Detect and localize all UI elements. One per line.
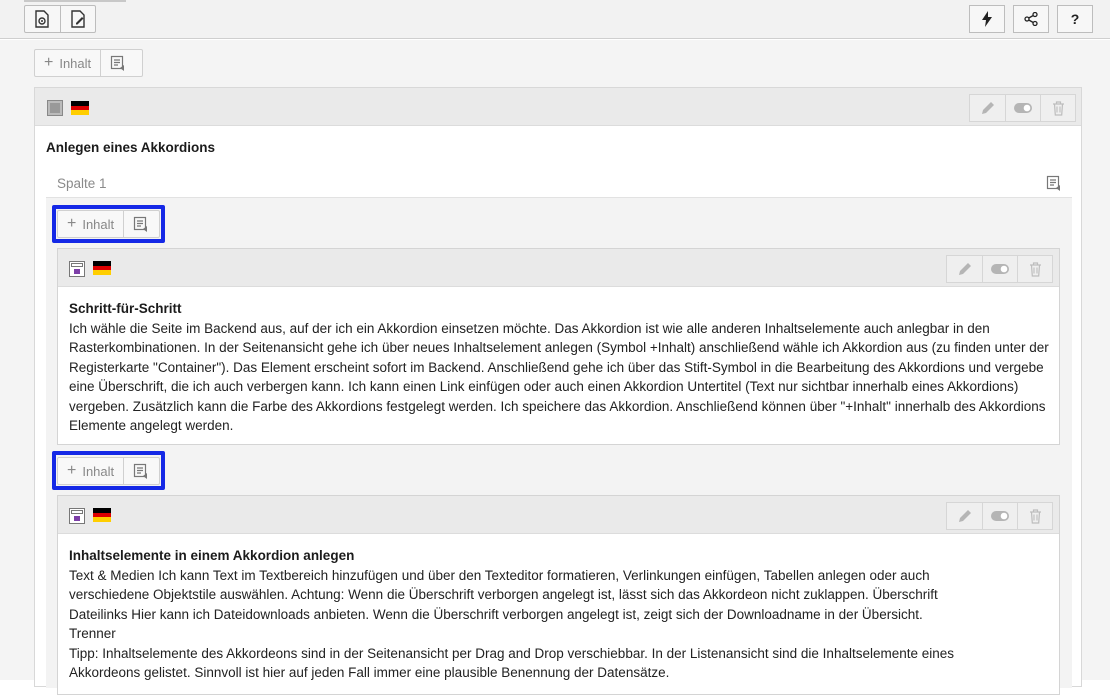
pencil-icon	[980, 101, 995, 116]
element-actions	[946, 255, 1053, 283]
toggle-icon	[1014, 103, 1032, 113]
body-line: Tipp: Inhaltselemente des Akkordeons sind in der Seitenansicht per Drag and Drop verschiebbar. In der Listenansicht sind die Inhaltselemente eines	[69, 645, 955, 661]
toggle-visibility-button[interactable]	[982, 256, 1017, 282]
trash-icon	[1029, 509, 1042, 524]
lightning-icon	[981, 11, 993, 27]
delete-button[interactable]	[1040, 95, 1075, 121]
share-button[interactable]	[1013, 5, 1049, 33]
element-actions	[946, 502, 1053, 530]
content-element-header	[58, 249, 1059, 287]
plus-icon: +	[67, 462, 77, 479]
element-title: Schritt-für-Schritt	[69, 301, 182, 316]
highlight-box	[52, 205, 165, 243]
pencil-icon	[957, 262, 972, 277]
view-edit-button-group	[24, 5, 96, 33]
add-content-button[interactable]	[35, 50, 100, 76]
plus-icon: +	[67, 215, 77, 232]
delete-button[interactable]	[1017, 503, 1052, 529]
accordion-type-icon	[69, 261, 85, 277]
column-label: Spalte 1	[57, 176, 107, 191]
german-flag-icon	[93, 508, 111, 522]
add-content-label: Inhalt	[82, 463, 115, 479]
container-header	[35, 88, 1081, 126]
element-body-text: Ich wähle die Seite im Backend aus, auf der ich ein Akkordion einsetzen möchte. Das Akkordion ist wie alle anderen Inhaltselemente auch anlegbar in den Rasterkombinationen. In der Seitenansicht gehe ich über neues Inhaltselement anlegen (Symbol +Inhalt) anschließend wähle ich Akkordion aus (zu finden unter der Registerkarte "Container"). Das Element erscheint sofort im Backend. Anschließend gehe ich über das Stift-Symbol in die Bearbeitung des Akkordions und vergebe eine Überschrift, die ich auch verbergen kann. Ich kann einen Link einfügen oder auch einen Akkordion Untertitel (Text nur sichtbar innerhalb eines Akkordions) vergeben. Zusätzlich kann die Farbe des Akkordions festgelegt werden. Ich speichere das Akkordion. Anschließend können über "+Inhalt" innerhalb des Akkordions Elemente angelegt werden.	[69, 321, 1049, 434]
share-icon	[1024, 12, 1038, 26]
element-body-text	[69, 566, 1054, 682]
body-line: Text & Medien Ich kann Text im Textbereich hinzufügen und über den Texteditor formatieren, Verlinkungen einfügen, Tabellen anlegen oder auch	[69, 568, 930, 583]
help-button[interactable]: ?	[1057, 5, 1093, 33]
toggle-icon	[991, 264, 1009, 274]
flash-button[interactable]	[969, 5, 1005, 33]
element-title: Inhaltselemente in einem Akkordion anlegen	[69, 548, 355, 563]
container-title: Anlegen eines Akkordions	[46, 140, 216, 155]
paste-button[interactable]	[100, 50, 134, 76]
pencil-icon	[957, 509, 972, 524]
container-actions	[969, 94, 1076, 122]
toggle-icon	[991, 511, 1009, 521]
trash-icon	[1052, 101, 1065, 116]
edit-button[interactable]	[970, 95, 1005, 121]
page-view-icon	[34, 10, 50, 28]
add-content-label: Inhalt	[59, 55, 92, 71]
column-header	[46, 168, 1072, 198]
body-line: verschiedene Objektstile auswählen. Achtung: Wenn die Überschrift verborgen angelegt ist, lässt sich das Akkordeon nicht zuklappen. Überschrift	[69, 587, 938, 603]
highlight-box	[52, 451, 165, 490]
content-element	[57, 495, 1060, 695]
body-line: Trenner	[69, 626, 116, 642]
plus-icon: +	[44, 54, 54, 71]
trash-icon	[1029, 262, 1042, 277]
add-content-label: Inhalt	[82, 216, 115, 232]
toggle-visibility-button[interactable]	[1005, 95, 1040, 121]
edit-button[interactable]	[947, 256, 982, 282]
body-line: Dateilinks Hier kann ich Dateidownloads anbieten. Wenn die Überschrift verborgen angelegt ist, zeigt sich der Downloadname in der Übersicht.	[69, 606, 923, 622]
container-type-icon	[47, 100, 63, 116]
edit-button[interactable]	[947, 503, 982, 529]
column-paste-icon[interactable]	[1046, 175, 1062, 191]
add-content-group-top	[34, 49, 143, 77]
paste-icon	[110, 55, 126, 71]
content-element	[57, 248, 1060, 445]
german-flag-icon	[71, 101, 89, 115]
german-flag-icon	[93, 261, 111, 275]
page-edit-icon	[70, 10, 86, 28]
toggle-visibility-button[interactable]	[982, 503, 1017, 529]
view-page-button[interactable]	[25, 6, 60, 32]
top-toolbar	[0, 0, 1110, 39]
content-element-header	[58, 496, 1059, 534]
body-line: Akkordeons gelistet. Sinnvoll ist hier auf jeden Fall immer eine plausible Benennung der Datensätze.	[69, 665, 670, 681]
edit-page-button[interactable]	[60, 6, 96, 32]
tab-indicator	[24, 0, 126, 2]
accordion-type-icon	[69, 508, 85, 524]
page-module-area	[0, 40, 1110, 680]
delete-button[interactable]	[1017, 256, 1052, 282]
